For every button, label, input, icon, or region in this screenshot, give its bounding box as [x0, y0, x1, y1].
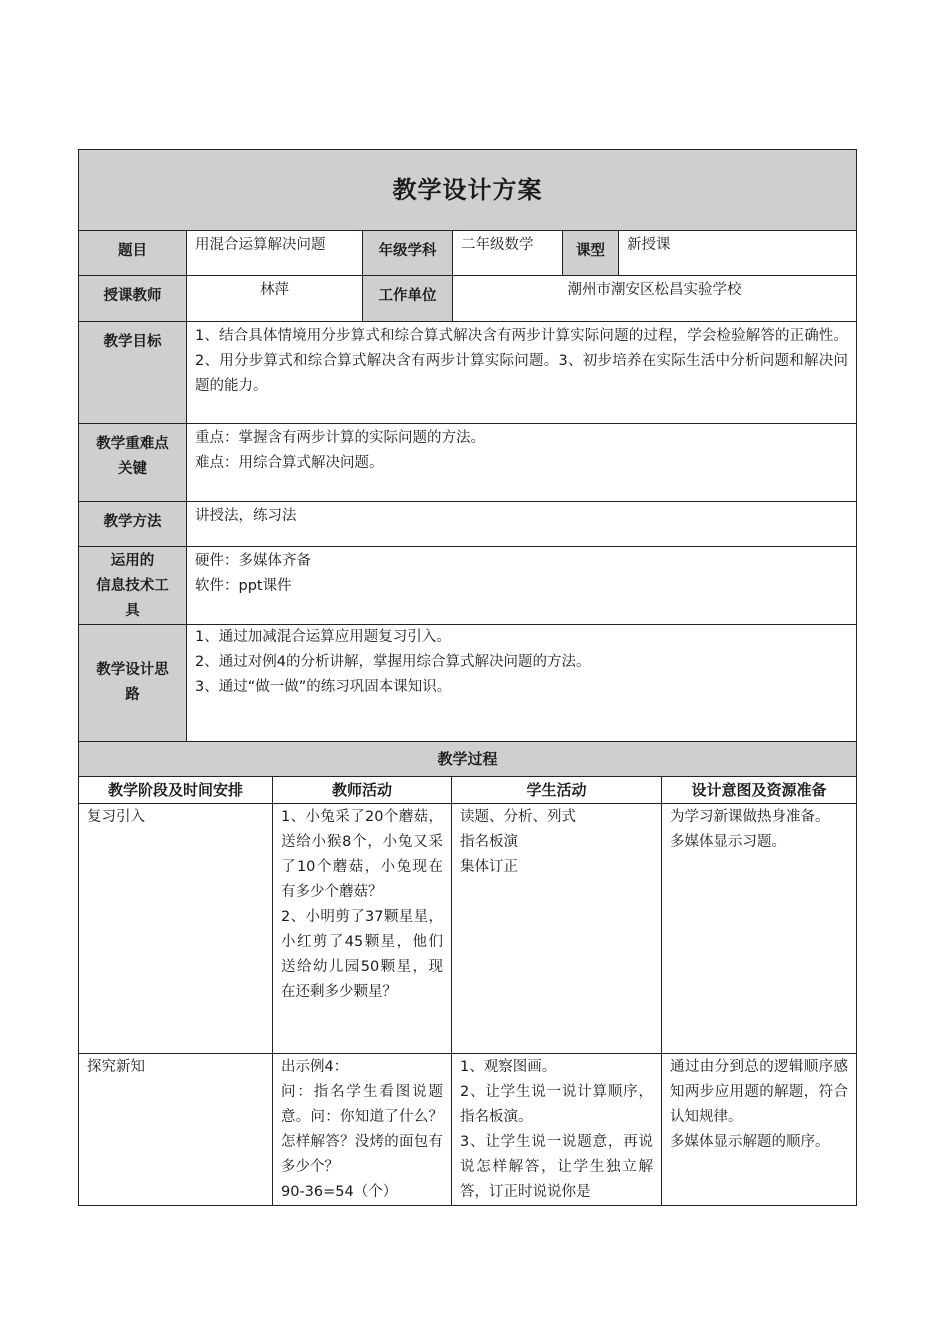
lesson-plan-document: [78, 149, 856, 1206]
design-label: 教学设计思 路: [79, 625, 187, 742]
methods-label: 教学方法: [79, 502, 187, 547]
teacher-activity-cell: 出示例4： 问：指名学生看图说题意。问：你知道了什么？怎样解答？没烤的面包有多少个？ 90-36=54（个）: [273, 1054, 452, 1206]
difficulty-line: 难点：用综合算式解决问题。: [195, 455, 384, 471]
goals-text: 1、结合具体情境用分步算式和综合算式解决含有两步计算实际问题的过程，学会检验解答的正确性。2、用分步算式和综合算式解决含有两步计算实际问题。3、初步培养在实际生活中分析问题和解决问题的能力。: [187, 322, 857, 424]
unit-value: 潮州市潮安区松昌实验学校: [453, 276, 857, 322]
methods-text: 讲授法，练习法: [187, 502, 857, 547]
hardware-line: 硬件：多媒体齐备: [195, 553, 311, 569]
design-text: [187, 625, 857, 742]
key-points-text: [187, 424, 857, 502]
teacher-activity-cell: 1、小兔采了20个蘑菇，送给小猴8个，小兔又采了10个蘑菇，小兔现在有多少个蘑菇？ 2、小明剪了37颗星星，小红剪了45颗星，他们送给幼儿园50颗星，现在还剩多少颗星？: [273, 804, 452, 1054]
grade-value: 二年级数学: [453, 231, 563, 276]
grade-label: 年级学科: [363, 231, 453, 276]
header-teacher: 教师活动: [273, 777, 452, 804]
intent-cell: 通过由分到总的逻辑顺序感知两步应用题的解题，符合认知规律。 多媒体显示解题的顺序。: [662, 1054, 857, 1206]
teacher-value: 林萍: [187, 276, 363, 322]
goals-label: 教学目标: [79, 322, 187, 424]
student-activity-cell: 读题、分析、列式 指名板演 集体订正: [452, 804, 662, 1054]
plan-info-table: [78, 149, 857, 742]
student-activity-cell: 1、观察图画。 2、让学生说一说计算顺序，指名板演。 3、让学生说一说题意，再说说怎样解答，让学生独立解答，订正时说说你是: [452, 1054, 662, 1206]
document-title: 教学设计方案: [79, 150, 857, 231]
type-value: 新授课: [619, 231, 857, 276]
process-title: 教学过程: [79, 742, 857, 777]
software-line: 软件：ppt课件: [195, 578, 292, 594]
tech-label: 运用的 信息技术工 具: [79, 547, 187, 625]
design-line-2: 2、通过对例4的分析讲解，掌握用综合算式解决问题的方法。: [195, 654, 591, 670]
teacher-row: [79, 276, 857, 322]
intent-cell: 为学习新课做热身准备。 多媒体显示习题。: [662, 804, 857, 1054]
table-row: [79, 804, 857, 1054]
goals-row: [79, 322, 857, 424]
key-point-line: 重点：掌握含有两步计算的实际问题的方法。: [195, 430, 485, 446]
unit-label: 工作单位: [363, 276, 453, 322]
header-student: 学生活动: [452, 777, 662, 804]
design-line-1: 1、通过加减混合运算应用题复习引入。: [195, 629, 451, 645]
tech-text: [187, 547, 857, 625]
topic-row: [79, 231, 857, 276]
design-line-3: 3、通过“做一做”的练习巩固本课知识。: [195, 679, 452, 695]
header-stage: 教学阶段及时间安排: [79, 777, 273, 804]
stage-cell: 探究新知: [79, 1054, 273, 1206]
process-header-row: [79, 777, 857, 804]
process-table: [78, 741, 857, 1206]
title-row: [79, 150, 857, 231]
key-points-row: [79, 424, 857, 502]
process-title-row: [79, 742, 857, 777]
tech-row: [79, 547, 857, 625]
stage-cell: 复习引入: [79, 804, 273, 1054]
key-points-label: 教学重难点 关键: [79, 424, 187, 502]
methods-row: [79, 502, 857, 547]
topic-value: 用混合运算解决问题: [187, 231, 363, 276]
topic-label: 题目: [79, 231, 187, 276]
table-row: [79, 1054, 857, 1206]
type-label: 课型: [563, 231, 619, 276]
header-intent: 设计意图及资源准备: [662, 777, 857, 804]
design-row: [79, 625, 857, 742]
teacher-label: 授课教师: [79, 276, 187, 322]
